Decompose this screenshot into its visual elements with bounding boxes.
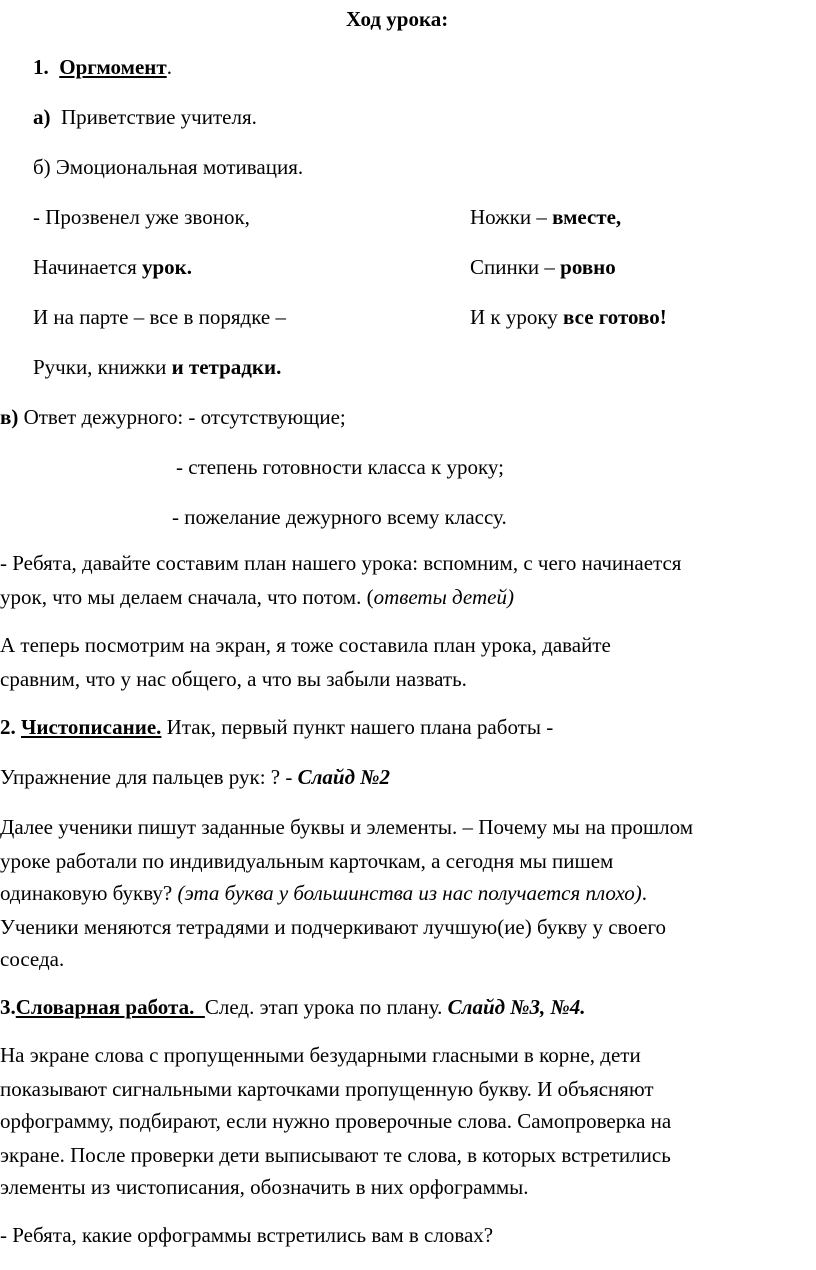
poem-bold: ровно bbox=[560, 255, 616, 279]
screen-paragraph-line-1: А теперь посмотрим на экран, я тоже составила план урока, давайте bbox=[0, 633, 611, 657]
s2-paragraph-line-2: уроке работали по индивидуальным карточкам, а сегодня мы пишем bbox=[0, 849, 614, 873]
section-title: Словарная работа. bbox=[15, 995, 205, 1019]
item-b: б) Эмоциональная мотивация. bbox=[33, 155, 304, 179]
section-3-heading bbox=[0, 994, 585, 1020]
screen-paragraph-line-2: сравним, что у нас общего, а что вы забыли назвать. bbox=[0, 667, 467, 691]
s2-text: одинаковую букву? bbox=[0, 881, 178, 905]
poem-right-line-3 bbox=[470, 304, 667, 330]
poem-bold: урок. bbox=[142, 255, 193, 279]
item-v-sub-3: - пожелание дежурного всему классу. bbox=[172, 505, 507, 529]
item-v-label: в) bbox=[0, 405, 19, 429]
item-v-sub-2: - степень готовности класса к уроку; bbox=[176, 455, 504, 479]
s3-paragraph-line-3: орфограмму, подбирают, если нужно проверочные слова. Самопроверка на bbox=[0, 1109, 672, 1133]
poem-left-line-4 bbox=[33, 354, 281, 380]
poem-right-line-2 bbox=[470, 254, 616, 280]
poem-bold: все готово! bbox=[563, 305, 667, 329]
section-2-heading bbox=[0, 714, 553, 740]
section-number: 2. bbox=[0, 715, 21, 739]
item-v-text: Ответ дежурного: - отсутствующие; bbox=[18, 405, 346, 429]
poem-text: Ножки – bbox=[470, 205, 553, 229]
poem-text: И к уроку bbox=[470, 305, 564, 329]
poem-bold: вместе, bbox=[552, 205, 622, 229]
poem-left-line-1 bbox=[33, 204, 250, 230]
slide-reference: Слайд №2 bbox=[297, 765, 390, 789]
s2-italic: (эта буква у большинства из нас получается плохо) bbox=[177, 881, 642, 905]
s3-paragraph-line-1: На экране слова с пропущенными безударными гласными в корне, дети bbox=[0, 1043, 641, 1067]
section-1-heading bbox=[33, 54, 172, 80]
poem-text: - Прозвенел уже звонок, bbox=[33, 205, 250, 229]
poem-text: И на парте – все в порядке – bbox=[33, 305, 286, 329]
item-a-label: а) bbox=[33, 105, 51, 129]
poem-text: Начинается bbox=[33, 255, 142, 279]
section-title: Оргмомент bbox=[59, 55, 167, 79]
item-a-text: Приветствие учителя. bbox=[61, 105, 257, 129]
section-number: 1. bbox=[33, 55, 49, 79]
poem-text: Спинки – bbox=[470, 255, 561, 279]
s2-paragraph-line-4: Ученики меняются тетрадями и подчеркивают лучшую(ие) букву у своего bbox=[0, 915, 667, 939]
poem-left-line-2 bbox=[33, 254, 192, 280]
plan-text: урок, что мы делаем сначала, что потом. ( bbox=[0, 585, 374, 609]
page-title: Ход урока: bbox=[346, 7, 449, 31]
s3-paragraph-line-4: экране. После проверки дети выписывают те слова, в которых встретились bbox=[0, 1143, 671, 1167]
section-number: 3. bbox=[0, 995, 16, 1019]
s2-paragraph-line-1: Далее ученики пишут заданные буквы и элементы. – Почему мы на прошлом bbox=[0, 815, 694, 839]
section-title: Чистописание. bbox=[21, 715, 162, 739]
poem-right-line-1 bbox=[470, 204, 621, 230]
slide-reference: Слайд №3, №4. bbox=[447, 995, 586, 1019]
section-3-intro: След. этап урока по плану. bbox=[204, 995, 448, 1019]
s3-paragraph-line-5: элементы из чистописания, обозначить в них орфограммы. bbox=[0, 1175, 529, 1199]
section-2-intro: Итак, первый пункт нашего плана работы - bbox=[161, 715, 554, 739]
s2-paragraph-line-3 bbox=[0, 880, 647, 906]
item-a bbox=[33, 104, 257, 130]
s2-end: . bbox=[641, 881, 648, 905]
plan-paragraph-line-1: - Ребята, давайте составим план нашего урока: вспомним, с чего начинается bbox=[0, 551, 682, 575]
poem-text: Ручки, книжки bbox=[33, 355, 172, 379]
plan-italic: ответы детей) bbox=[373, 585, 514, 609]
s3-question: - Ребята, какие орфограммы встретились вам в словах? bbox=[0, 1223, 494, 1247]
plan-paragraph-line-2 bbox=[0, 584, 514, 610]
poem-left-line-3 bbox=[33, 304, 286, 330]
poem-bold: и тетрадки. bbox=[171, 355, 282, 379]
exercise-line bbox=[0, 764, 390, 790]
item-v bbox=[0, 404, 346, 430]
s3-paragraph-line-2: показывают сигнальными карточками пропущенную букву. И объясняют bbox=[0, 1077, 654, 1101]
heading-dot: . bbox=[166, 55, 172, 79]
exercise-text: Упражнение для пальцев рук: ? - bbox=[0, 765, 298, 789]
s2-paragraph-line-5: соседа. bbox=[0, 947, 65, 971]
